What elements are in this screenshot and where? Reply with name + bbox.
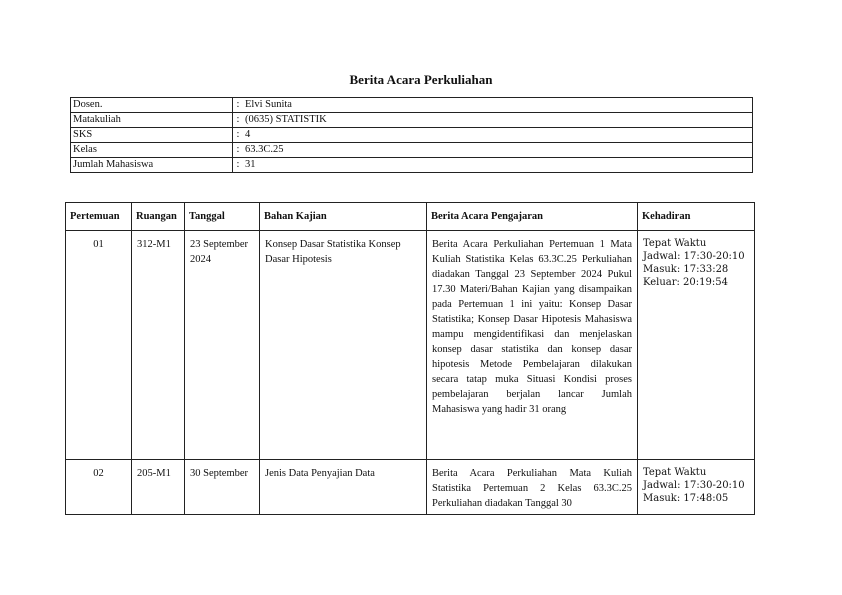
info-separator: : <box>233 113 244 128</box>
info-label: SKS <box>71 128 233 143</box>
info-label: Matakuliah <box>71 113 233 128</box>
kehadiran-jadwal: Jadwal: 17:30-20:10 <box>643 480 745 491</box>
pertemuan-cell: 01 <box>66 231 132 460</box>
tanggal-cell: 30 September <box>185 460 260 515</box>
document-title: Berita Acara Perkuliahan <box>349 72 493 87</box>
info-label: Kelas <box>71 143 233 158</box>
info-row-jumlah-mahasiswa <box>71 158 753 173</box>
info-separator: : <box>233 158 244 173</box>
bahan-kajian-cell: Jenis Data Penyajian Data <box>260 460 427 515</box>
info-value: 63.3C.25 <box>243 143 753 158</box>
tanggal-cell: 23 September 2024 <box>185 231 260 460</box>
kehadiran-keluar: Keluar: 20:19:54 <box>643 277 728 288</box>
kehadiran-cell <box>638 460 755 515</box>
ruangan-cell: 312-M1 <box>132 231 185 460</box>
header-kehadiran: Kehadiran <box>638 203 755 231</box>
info-row-sks <box>71 128 753 143</box>
course-info-table <box>70 97 753 173</box>
kehadiran-status: Tepat Waktu <box>643 238 707 249</box>
info-separator: : <box>233 98 244 113</box>
table-row <box>66 460 755 515</box>
kehadiran-cell <box>638 231 755 460</box>
info-separator: : <box>233 128 244 143</box>
info-value: (0635) STATISTIK <box>243 113 753 128</box>
info-row-matakuliah <box>71 113 753 128</box>
info-label: Dosen. <box>71 98 233 113</box>
kehadiran-status: Tepat Waktu <box>643 467 707 478</box>
table-row <box>66 231 755 460</box>
info-value: 31 <box>243 158 753 173</box>
kehadiran-masuk: Masuk: 17:48:05 <box>643 493 729 504</box>
info-row-kelas <box>71 143 753 158</box>
table-header-row <box>66 203 755 231</box>
header-ruangan: Ruangan <box>132 203 185 231</box>
ruangan-cell: 205-M1 <box>132 460 185 515</box>
header-pertemuan: Pertemuan <box>66 203 132 231</box>
info-value: Elvi Sunita <box>243 98 753 113</box>
header-tanggal: Tanggal <box>185 203 260 231</box>
bahan-kajian-cell: Konsep Dasar Statistika Konsep Dasar Hipotesis <box>260 231 427 460</box>
berita-acara-cell: Berita Acara Perkuliahan Mata Kuliah Statistika Pertemuan 2 Kelas 63.3C.25 Perkuliahan diadakan Tanggal 30 <box>427 460 638 515</box>
header-berita-acara: Berita Acara Pengajaran <box>427 203 638 231</box>
berita-acara-cell: Berita Acara Perkuliahan Pertemuan 1 Mata Kuliah Statistika Kelas 63.3C.25 Perkuliahan diadakan Tanggal 23 September 2024 Pukul 17.30 Materi/Bahan Kajian yang disampaikan pada Pertemuan 1 ini yaitu: Konsep Dasar Statistika; Konsep Dasar Hipotesis Mahasiswa mampu mengidentifikasi dan menjelaskan konsep dasar statistika dan konsep dasar hipotesis Metode Pembelajaran dilakukan secara tatap muka Situasi Kondisi proses pembelajaran berjalan lancar Jumlah Mahasiswa yang hadir 31 orang <box>427 231 638 460</box>
kehadiran-masuk: Masuk: 17:33:28 <box>643 264 729 275</box>
info-separator: : <box>233 143 244 158</box>
info-value: 4 <box>243 128 753 143</box>
pertemuan-cell: 02 <box>66 460 132 515</box>
meeting-records-table <box>65 202 755 515</box>
kehadiran-jadwal: Jadwal: 17:30-20:10 <box>643 251 745 262</box>
info-label: Jumlah Mahasiswa <box>71 158 233 173</box>
header-bahan-kajian: Bahan Kajian <box>260 203 427 231</box>
info-row-dosen <box>71 98 753 113</box>
